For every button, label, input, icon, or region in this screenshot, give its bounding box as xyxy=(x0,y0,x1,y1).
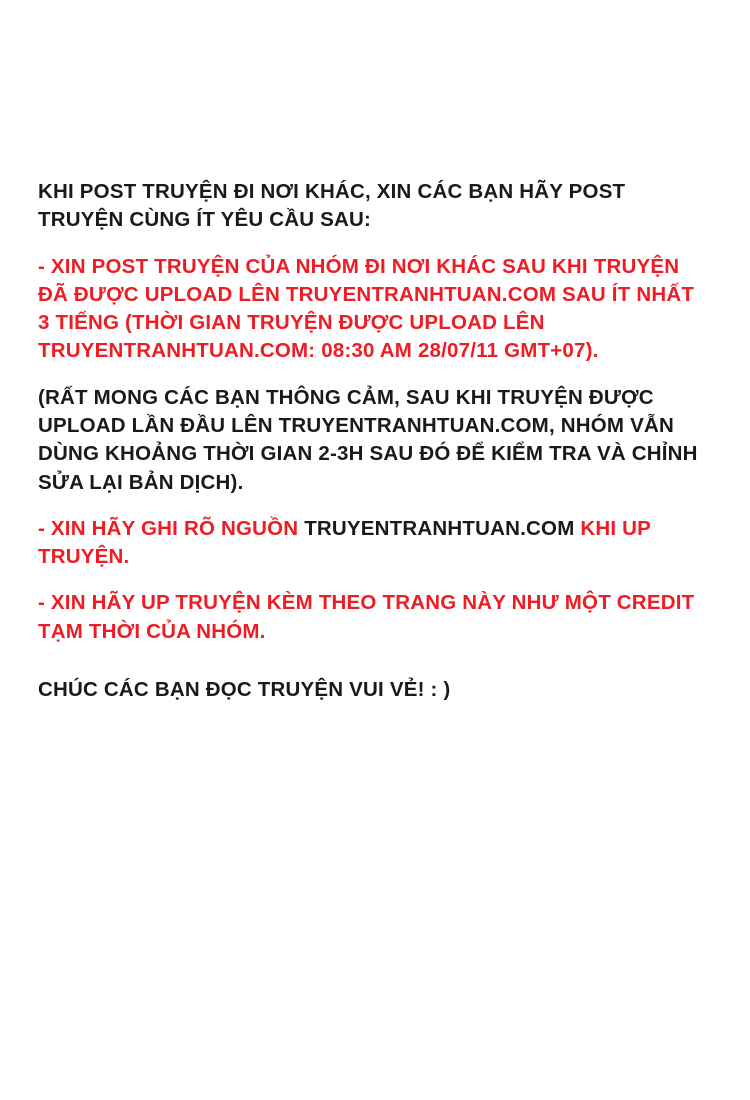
closing-paragraph: CHÚC CÁC BẠN ĐỌC TRUYỆN VUI VẺ! : ) xyxy=(38,677,451,701)
rule-two-suffix: KHI UP TRUYỆN. xyxy=(38,516,651,569)
notice-block xyxy=(38,178,710,704)
rule-one-note-paragraph: (RẤT MONG CÁC BẠN THÔNG CẢM, SAU KHI TRUYỆN ĐƯỢC UPLOAD LẦN ĐẦU LÊN TRUYENTRANHTUAN.COM, NHÓM VẪN DÙNG KHOẢNG THỜI GIAN 2-3H SAU ĐÓ ĐỂ KIỂM TRA VÀ CHỈNH SỬA LẠI BẢN DỊCH). xyxy=(38,385,698,494)
intro-paragraph: KHI POST TRUYỆN ĐI NƠI KHÁC, XIN CÁC BẠN HÃY POST TRUYỆN CÙNG ÍT YÊU CẦU SAU: xyxy=(38,180,626,232)
source-site-name: TRUYENTRANHTUAN.COM xyxy=(304,516,575,540)
rule-three-paragraph: - XIN HÃY UP TRUYỆN KÈM THEO TRANG NÀY NHƯ MỘT CREDIT TẠM THỜI CỦA NHÓM. xyxy=(38,591,695,643)
rule-two-prefix: - XIN HÃY GHI RÕ NGUỒN xyxy=(38,516,305,540)
rule-two-paragraph xyxy=(38,515,710,572)
rule-one-paragraph: - XIN POST TRUYỆN CỦA NHÓM ĐI NƠI KHÁC SAU KHI TRUYỆN ĐÃ ĐƯỢC UPLOAD LÊN TRUYENTRANHTUAN.COM SAU ÍT NHẤT 3 TIẾNG (THỜI GIAN TRUYỆN ĐƯỢC UPLOAD LÊN TRUYENTRANHTUAN.COM: 08:30 AM 28/07/11 GMT+07). xyxy=(38,254,695,363)
